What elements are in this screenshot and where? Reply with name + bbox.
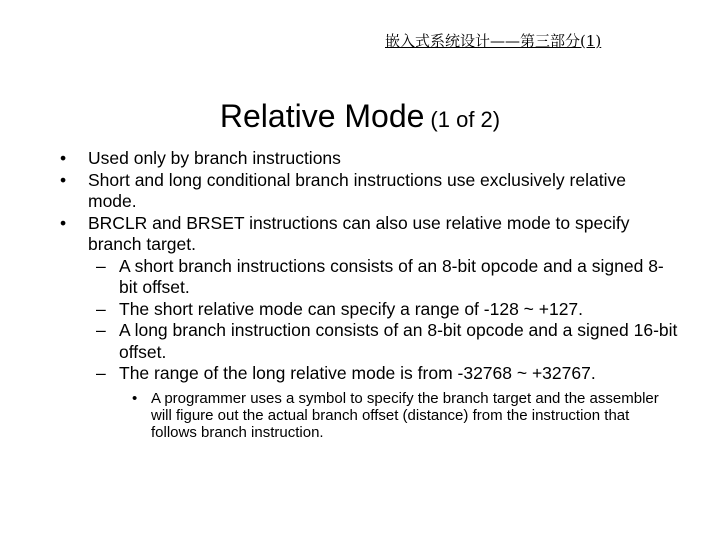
slide-title-subtitle: (1 of 2) xyxy=(430,107,501,132)
sub-sub-bullet-item xyxy=(0,390,671,441)
bullet-item xyxy=(0,148,658,170)
sub-bullet-text: The range of the long relative mode is from -32768 ~ +32767. xyxy=(119,363,596,383)
bullet-marker: • xyxy=(60,148,67,168)
sub-bullet-item xyxy=(0,299,679,321)
course-header-link[interactable]: 嵌入式系统设计——第三部分(1) xyxy=(385,32,602,50)
bullet-marker: • xyxy=(60,212,67,233)
slide-title xyxy=(0,98,720,135)
sub-bullet-marker: – xyxy=(96,255,106,276)
bullet-item xyxy=(0,213,658,256)
sub-bullet-text: A short branch instructions consists of an 8-bit opcode and a signed 8-bit offset. xyxy=(119,255,664,297)
sub-bullet-text: A long branch instruction consists of an 8-bit opcode and a signed 16-bit offset. xyxy=(119,320,678,362)
sub-bullet-text: The short relative mode can specify a range of -128 ~ +127. xyxy=(119,298,584,319)
bullet-marker: • xyxy=(60,169,67,190)
bullet-text: BRCLR and BRSET instructions can also use relative mode to specify branch target. xyxy=(88,212,630,254)
sub-bullet-item xyxy=(0,363,679,385)
sub-bullet-marker: – xyxy=(96,363,106,383)
bullet-text: Short and long conditional branch instructions use exclusively relative mode. xyxy=(88,169,626,211)
sub-sub-bullet-text: A programmer uses a symbol to specify the branch target and the assembler will figure out the actual branch offset (distance) from the instruction that follows branch instruction. xyxy=(151,389,659,441)
bullet-text: Used only by branch instructions xyxy=(88,148,341,168)
sub-bullet-marker: – xyxy=(96,320,106,340)
sub-sub-bullet-marker: • xyxy=(132,389,138,407)
sub-bullet-item xyxy=(0,256,679,299)
bullet-item xyxy=(0,170,658,213)
sub-bullet-item xyxy=(0,320,679,363)
slide-body xyxy=(0,148,720,441)
slide-title-main: Relative Mode xyxy=(219,98,425,134)
sub-bullet-marker: – xyxy=(96,298,106,319)
